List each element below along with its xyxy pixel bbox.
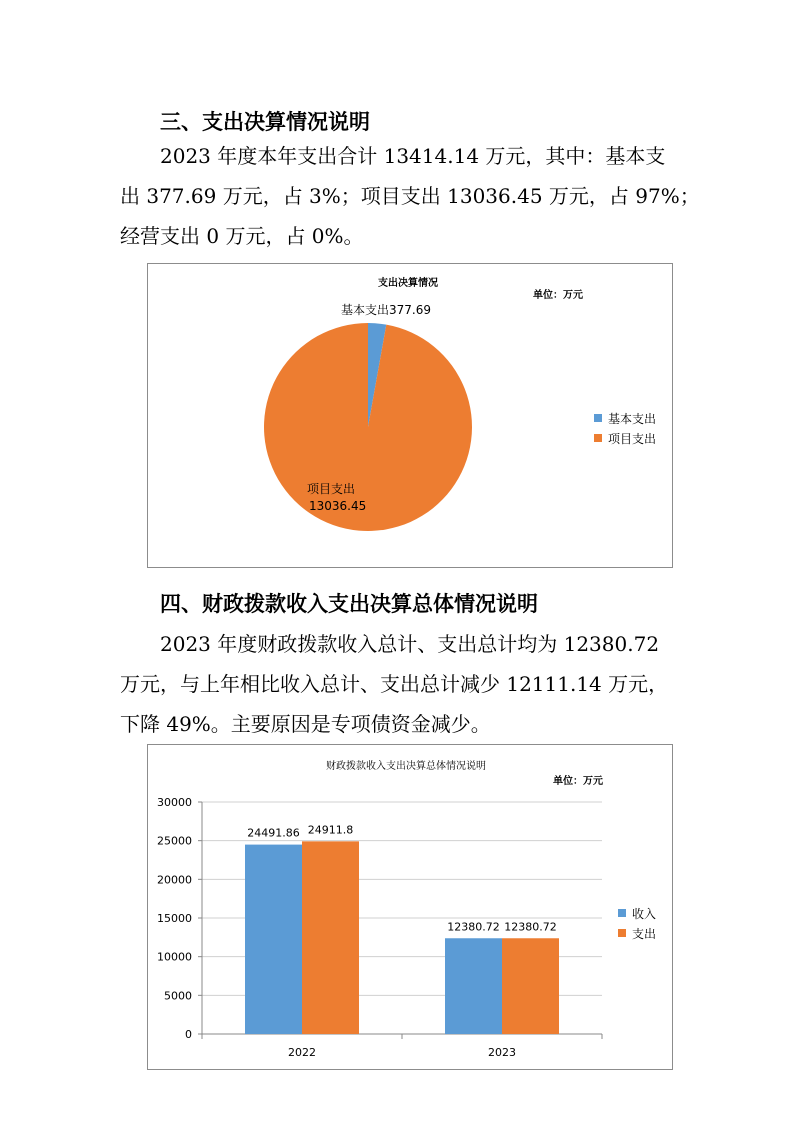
- y-tick-label: 0: [185, 1028, 192, 1041]
- bar-expense-2022: [302, 841, 359, 1034]
- legend-swatch-blue: [618, 909, 626, 917]
- pie-chart-box: [147, 263, 673, 568]
- section4-line-3: 下降 49%。主要原因是专项债资金减少。: [120, 712, 491, 736]
- bar-data-label: 24911.8: [307, 823, 354, 837]
- section4-line-2: 万元，与上年相比收入总计、支出总计减少 12111.14 万元，: [120, 672, 669, 696]
- x-category-label: 2022: [288, 1046, 316, 1059]
- bar-legend-label-income: 收入: [632, 906, 657, 921]
- y-tick-label: 5000: [164, 989, 192, 1003]
- pie-label-basic: 基本支出377.69: [341, 303, 431, 317]
- bar-chart-title: 财政拨款收入支出决算总体情况说明: [326, 761, 486, 772]
- pie-legend-label-project: 项目支出: [608, 431, 657, 446]
- bar-income-2022: [245, 845, 302, 1034]
- legend-swatch-orange: [618, 929, 626, 937]
- bar-legend: [618, 903, 656, 943]
- section4-heading: 四、财政拨款收入支出决算总体情况说明: [160, 592, 538, 616]
- section4-line-1: 2023 年度财政拨款收入总计、支出总计均为 12380.72: [160, 632, 660, 656]
- bar-expense-2023: [502, 938, 559, 1034]
- x-category-label: 2023: [488, 1046, 516, 1059]
- pie-legend-label-basic: 基本支出: [608, 411, 657, 426]
- pie-chart-title: 支出决算情况: [378, 278, 438, 289]
- bar-legend-label-expense: 支出: [632, 926, 657, 941]
- legend-swatch-orange: [594, 434, 602, 442]
- pie-legend: [594, 408, 656, 448]
- section3-heading: 三、支出决算情况说明: [160, 110, 370, 134]
- bar-data-label: 12380.72: [447, 920, 500, 934]
- pie-chart-unit: 单位：万元: [533, 290, 583, 301]
- bar-legend-item-expense: [618, 923, 656, 943]
- pie-legend-item-basic: [594, 408, 656, 428]
- section3-line-1: 2023 年度本年支出合计 13414.14 万元，其中：基本支: [160, 144, 666, 168]
- bar-data-label: 12380.72: [504, 920, 557, 934]
- bar-legend-item-income: [618, 903, 656, 923]
- y-tick-label: 30000: [157, 796, 192, 809]
- bar-income-2023: [445, 938, 502, 1034]
- section3-line-2: 出 377.69 万元，占 3%；项目支出 13036.45 万元，占 97%；: [120, 184, 700, 208]
- y-tick-label: 25000: [157, 834, 192, 848]
- section4-paragraph: [120, 624, 675, 744]
- y-tick-label: 10000: [157, 950, 192, 964]
- pie-label-project-value: 13036.45: [309, 499, 367, 513]
- y-tick-label: 20000: [157, 873, 192, 887]
- bar-chart-box: [147, 744, 673, 1070]
- bar-chart: [148, 745, 672, 1069]
- y-tick-label: 15000: [157, 912, 192, 925]
- bar-data-label: 24491.86: [247, 826, 300, 840]
- section3-paragraph: [120, 136, 700, 256]
- legend-swatch-blue: [594, 414, 602, 422]
- bar-chart-unit: 单位：万元: [553, 776, 603, 787]
- section3-line-3: 经营支出 0 万元，占 0%。: [120, 224, 364, 248]
- pie-legend-item-project: [594, 428, 656, 448]
- pie-label-project-name: 项目支出: [307, 482, 356, 496]
